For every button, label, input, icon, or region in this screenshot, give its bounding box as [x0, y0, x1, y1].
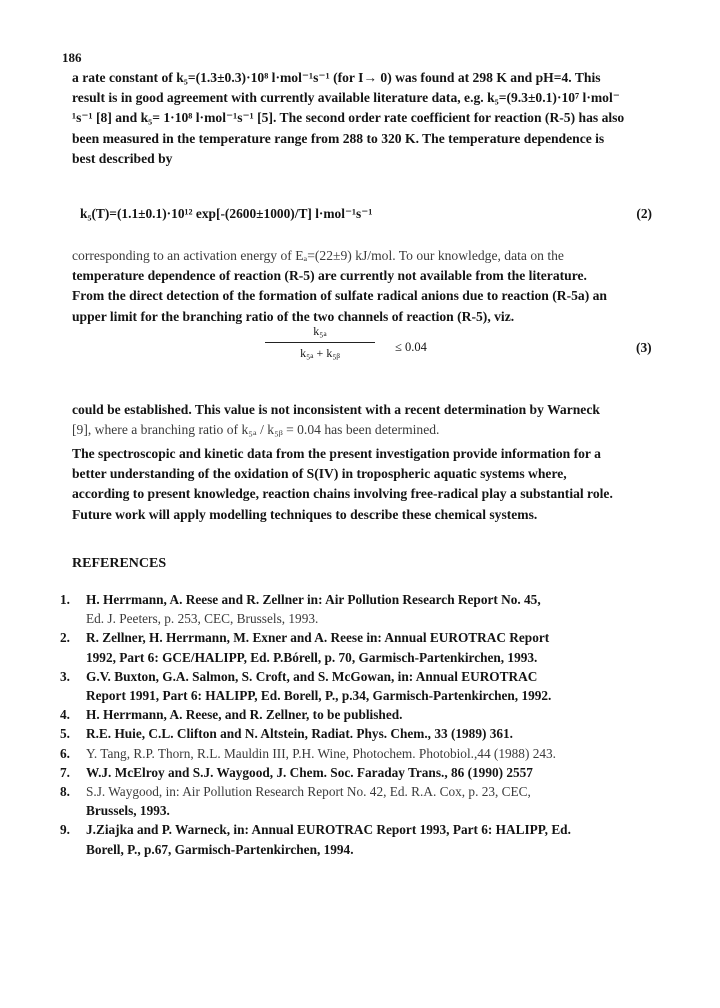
reference-line: S.J. Waygood, in: Air Pollution Research Report No. 42, Ed. R.A. Cox, p. 23, CEC, [86, 784, 531, 800]
text-line: From the direct detection of the formation of sulfate radical anions due to reaction (R-5a) an [72, 288, 607, 304]
reference-item [54, 782, 654, 820]
reference-line: H. Herrmann, A. Reese and R. Zellner in: Air Pollution Research Report No. 45, [86, 592, 541, 607]
reference-number: 4. [60, 707, 70, 723]
paragraph-rate-constant [72, 68, 650, 169]
reference-item [54, 763, 654, 782]
references-heading: REFERENCES [72, 556, 167, 571]
reference-line: G.V. Buxton, G.A. Salmon, S. Croft, and S. McGowan, in: Annual EUROTRAC [86, 668, 538, 684]
reference-line: Report 1991, Part 6: HALIPP, Ed. Borell, P., p.34, Garmisch-Partenkirchen, 1992. [86, 688, 552, 704]
reference-line: H. Herrmann, A. Reese, and R. Zellner, to be published. [86, 707, 403, 723]
equation-2-text: k₅(T)=(1.1±0.1)·10¹² exp[-(2600±1000)/T] l·mol⁻¹s⁻¹ [80, 206, 373, 221]
text-line: The spectroscopic and kinetic data from the present investigation provide information for a [72, 446, 601, 461]
equation-2 [80, 206, 652, 222]
text-line: best described by [72, 150, 173, 166]
text-line: according to present knowledge, reaction chains involving free-radical play a substantial role. [72, 486, 613, 502]
fraction-bar [265, 342, 375, 343]
reference-line: Ed. J. Peeters, p. 253, CEC, Brussels, 1993. [86, 611, 319, 627]
reference-line: R. Zellner, H. Herrmann, M. Exner and A. Reese in: Annual EUROTRAC Report [86, 630, 550, 646]
fraction-denominator: k₅ₐ + k₅ᵦ [300, 346, 340, 360]
reference-number: 1. [60, 592, 70, 607]
text-line: temperature dependence of reaction (R-5) are currently not available from the literature. [72, 268, 587, 284]
text-line: result is in good agreement with currently available literature data, e.g. k₅=(9.3±0.1)·10⁷ l·mol⁻ [72, 90, 620, 106]
reference-number: 8. [60, 784, 70, 800]
reference-item [54, 724, 654, 743]
reference-item [54, 628, 654, 666]
text-line: been measured in the temperature range from 288 to 320 K. The temperature dependence is [72, 130, 605, 146]
reference-number: 6. [60, 745, 70, 761]
paragraph-branching-ratio [72, 400, 650, 440]
reference-number: 9. [60, 822, 70, 838]
reference-line: Brussels, 1993. [86, 803, 170, 819]
reference-item [54, 667, 654, 705]
equation-3-fraction [265, 324, 375, 361]
paragraph-conclusion [72, 444, 650, 525]
text-line: Future work will apply modelling techniques to describe these chemical systems. [72, 506, 538, 522]
reference-line: W.J. McElroy and S.J. Waygood, J. Chem. Soc. Faraday Trans., 86 (1990) 2557 [86, 764, 533, 780]
reference-number: 3. [60, 668, 70, 684]
text-line: ¹s⁻¹ [8] and k₅= 1·10⁸ l·mol⁻¹s⁻¹ [5]. The second order rate coefficient for reaction (R-5) has also [72, 110, 625, 126]
equation-3-number: (3) [636, 340, 652, 355]
reference-line: R.E. Huie, C.L. Clifton and N. Altstein, Radiat. Phys. Chem., 33 (1989) 361. [86, 726, 513, 742]
reference-item [54, 744, 654, 763]
text-line: a rate constant of k₅=(1.3±0.3)·10⁸ l·mol⁻¹s⁻¹ (for I→ 0) was found at 298 K and pH=4. This [72, 70, 601, 85]
equation-2-number: (2) [636, 206, 652, 221]
text-line: [9], where a branching ratio of k₅ₐ / k₅ᵦ = 0.04 has been determined. [72, 422, 440, 438]
reference-line: J.Ziajka and P. Warneck, in: Annual EUROTRAC Report 1993, Part 6: HALIPP, Ed. [86, 822, 571, 838]
reference-item [54, 820, 654, 858]
text-line: better understanding of the oxidation of S(IV) in tropospheric aquatic systems where, [72, 466, 567, 482]
page-number: 186 [62, 50, 82, 65]
reference-item [54, 590, 654, 628]
reference-line: Y. Tang, R.P. Thorn, R.L. Mauldin III, P.H. Wine, Photochem. Photobiol.,44 (1988) 243. [86, 745, 556, 761]
text-line: could be established. This value is not inconsistent with a recent determination by Warneck [72, 402, 600, 417]
equation-3-relation: ≤ 0.04 [395, 340, 427, 354]
references-list [54, 590, 654, 859]
reference-line: 1992, Part 6: GCE/HALIPP, Ed. P.Bórell, p. 70, Garmisch-Partenkirchen, 1993. [86, 649, 538, 665]
reference-number: 2. [60, 630, 70, 646]
reference-number: 5. [60, 726, 70, 742]
reference-number: 7. [60, 764, 70, 780]
text-line: upper limit for the branching ratio of the two channels of reaction (R-5), viz. [72, 308, 515, 324]
paragraph-activation-energy [72, 246, 650, 327]
reference-line: Borell, P., p.67, Garmisch-Partenkirchen, 1994. [86, 841, 354, 857]
fraction-numerator: k₅ₐ [313, 324, 327, 338]
reference-item [54, 705, 654, 724]
text-line: corresponding to an activation energy of Eₐ=(22±9) kJ/mol. To our knowledge, data on the [72, 248, 564, 263]
